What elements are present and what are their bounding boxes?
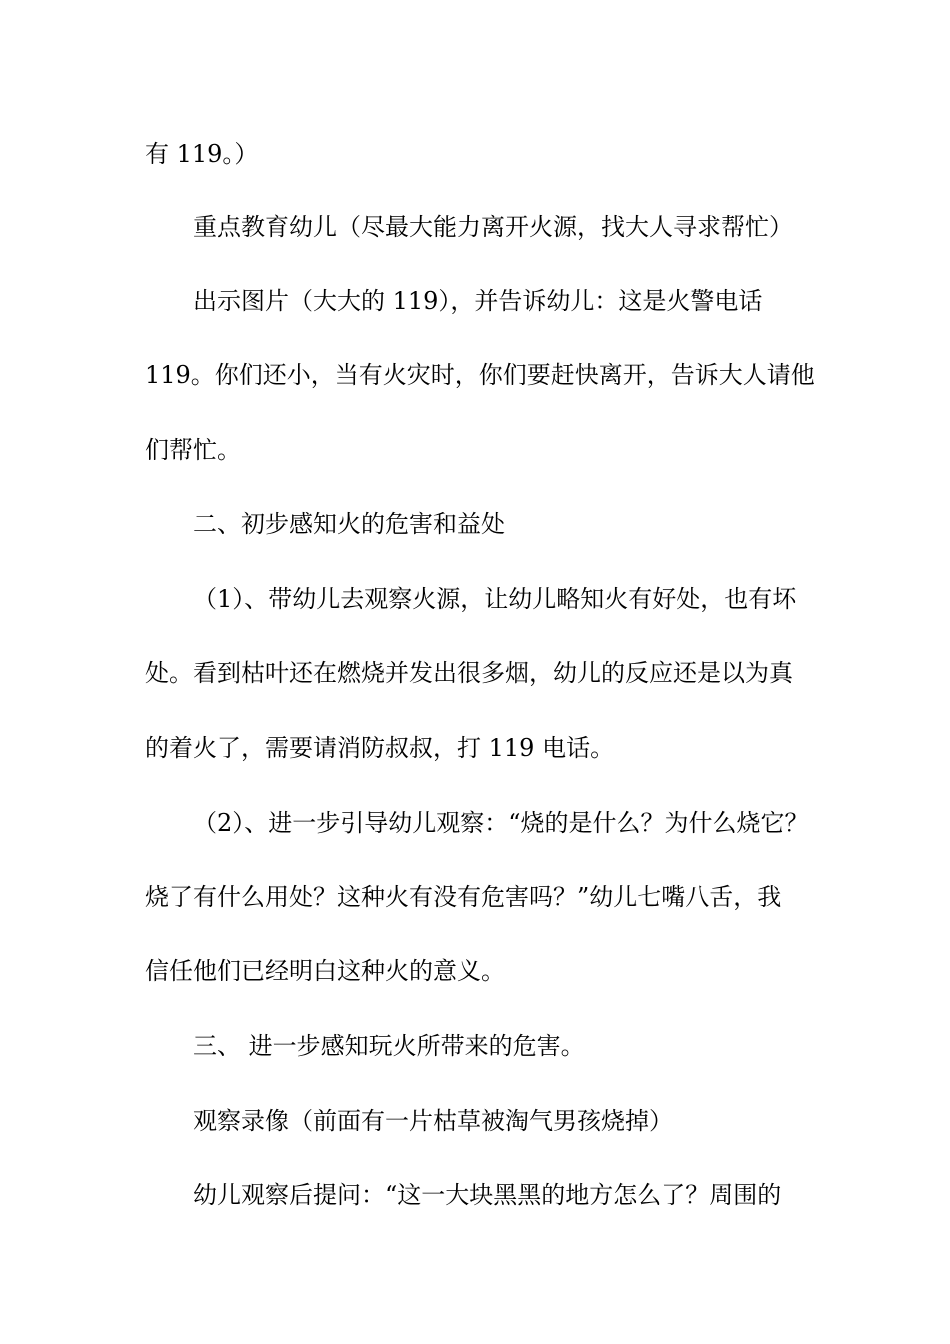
text-line: 烧了有什么用处？这种火有没有危害吗？”幼儿七嘴八舌，我 [145,883,782,911]
text-line: 们帮忙。 [145,436,241,464]
text-line: （2）、进一步引导幼儿观察：“烧的是什么？为什么烧它？ [193,809,809,837]
section-heading: 三、 进一步感知玩火所带来的危害。 [193,1032,585,1060]
text-line: 幼儿观察后提问：“这一大块黑黑的地方怎么了？周围的 [193,1181,782,1209]
text-line: 观察录像（前面有一片枯草被淘气男孩烧掉） [193,1107,673,1135]
text-line: 119。你们还小，当有火灾时，你们要赶快离开，告诉大人请他 [145,361,815,389]
text-line: 的着火了，需要请消防叔叔，打 119 电话。 [145,734,615,762]
text-line: （1）、带幼儿去观察火源，让幼儿略知火有好处，也有坏 [193,585,797,613]
text-line: 处。看到枯叶还在燃烧并发出很多烟，幼儿的反应还是以为真 [145,659,793,687]
text-line: 有 119。） [145,140,259,168]
section-heading: 二、初步感知火的危害和益处 [193,510,505,538]
text-line: 信任他们已经明白这种火的意义。 [145,957,505,985]
text-line: 重点教育幼儿（尽最大能力离开火源，找大人寻求帮忙） [193,213,793,241]
text-line: 出示图片（大大的 119），并告诉幼儿：这是火警电话 [193,287,763,315]
